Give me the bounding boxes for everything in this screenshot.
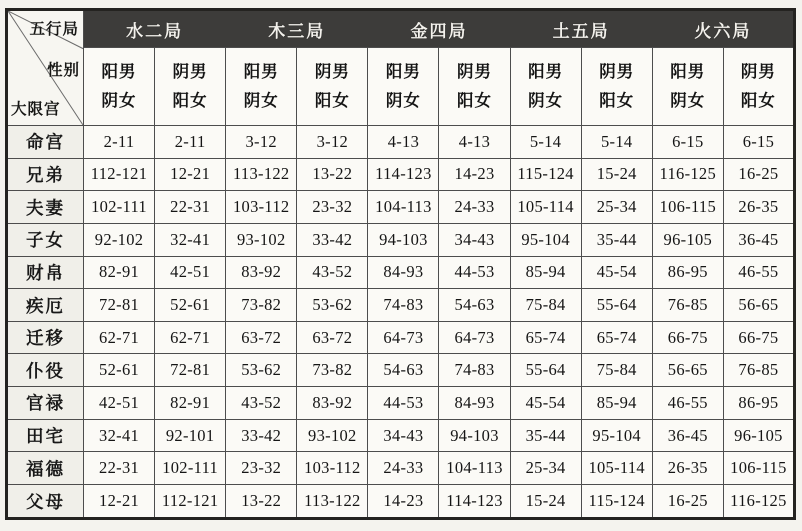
range-cell: 2-11 bbox=[155, 126, 226, 159]
range-cell: 4-13 bbox=[439, 126, 510, 159]
range-cell: 26-35 bbox=[652, 452, 723, 485]
row-label: 兄弟 bbox=[7, 158, 84, 191]
row-label: 迁移 bbox=[7, 321, 84, 354]
table-row bbox=[7, 191, 795, 224]
range-cell: 104-113 bbox=[368, 191, 439, 224]
range-cell: 96-105 bbox=[652, 223, 723, 256]
range-cell: 85-94 bbox=[510, 256, 581, 289]
sex-header-line2: 阴女 bbox=[670, 92, 706, 110]
range-cell: 74-83 bbox=[368, 289, 439, 322]
sex-header-cell bbox=[226, 48, 297, 126]
wuxing-header-row bbox=[7, 10, 795, 48]
range-cell: 36-45 bbox=[723, 223, 794, 256]
range-cell: 76-85 bbox=[723, 354, 794, 387]
row-label: 福德 bbox=[7, 452, 84, 485]
sex-header-cell bbox=[581, 48, 652, 126]
range-cell: 24-33 bbox=[439, 191, 510, 224]
range-cell: 114-123 bbox=[368, 158, 439, 191]
range-cell: 92-101 bbox=[155, 419, 226, 452]
row-label: 夫妻 bbox=[7, 191, 84, 224]
range-cell: 75-84 bbox=[510, 289, 581, 322]
range-cell: 45-54 bbox=[510, 387, 581, 420]
range-cell: 43-52 bbox=[297, 256, 368, 289]
range-cell: 13-22 bbox=[297, 158, 368, 191]
range-cell: 74-83 bbox=[439, 354, 510, 387]
corner-label-wuxingju: 五行局 bbox=[29, 21, 79, 38]
range-cell: 86-95 bbox=[723, 387, 794, 420]
table-row bbox=[7, 452, 795, 485]
corner-header-cell bbox=[7, 10, 84, 126]
sex-header-cell bbox=[510, 48, 581, 126]
sex-header-line2: 阳女 bbox=[457, 92, 493, 110]
sex-header-line1: 阴男 bbox=[172, 62, 208, 81]
row-label: 命宫 bbox=[7, 126, 84, 159]
range-cell: 84-93 bbox=[368, 256, 439, 289]
range-cell: 116-125 bbox=[652, 158, 723, 191]
range-cell: 104-113 bbox=[439, 452, 510, 485]
range-cell: 23-32 bbox=[297, 191, 368, 224]
range-cell: 24-33 bbox=[368, 452, 439, 485]
range-cell: 72-81 bbox=[84, 289, 155, 322]
range-cell: 13-22 bbox=[226, 485, 297, 519]
group-header-5: 火六局 bbox=[652, 10, 794, 48]
sex-header-line1: 阴男 bbox=[457, 62, 493, 81]
range-cell: 62-71 bbox=[84, 321, 155, 354]
sex-header-line1: 阳男 bbox=[243, 62, 279, 81]
table-row bbox=[7, 354, 795, 387]
range-cell: 3-12 bbox=[226, 126, 297, 159]
range-cell: 33-42 bbox=[297, 223, 368, 256]
range-cell: 62-71 bbox=[155, 321, 226, 354]
range-cell: 14-23 bbox=[368, 485, 439, 519]
sex-header-line2: 阳女 bbox=[599, 92, 635, 110]
range-cell: 83-92 bbox=[297, 387, 368, 420]
range-cell: 106-115 bbox=[652, 191, 723, 224]
table-row bbox=[7, 321, 795, 354]
sex-header-cell bbox=[84, 48, 155, 126]
range-cell: 22-31 bbox=[155, 191, 226, 224]
sex-header-cell bbox=[652, 48, 723, 126]
range-cell: 45-54 bbox=[581, 256, 652, 289]
range-cell: 46-55 bbox=[652, 387, 723, 420]
sex-header-line2: 阴女 bbox=[101, 92, 137, 110]
range-cell: 102-111 bbox=[84, 191, 155, 224]
range-cell: 44-53 bbox=[368, 387, 439, 420]
range-cell: 102-111 bbox=[155, 452, 226, 485]
range-cell: 96-105 bbox=[723, 419, 794, 452]
range-cell: 73-82 bbox=[226, 289, 297, 322]
row-label: 官禄 bbox=[7, 387, 84, 420]
range-cell: 54-63 bbox=[368, 354, 439, 387]
range-cell: 73-82 bbox=[297, 354, 368, 387]
sex-header-line2: 阳女 bbox=[314, 92, 350, 110]
sex-header-cell bbox=[155, 48, 226, 126]
sex-header-line1: 阳男 bbox=[670, 62, 706, 81]
range-cell: 56-65 bbox=[652, 354, 723, 387]
range-cell: 63-72 bbox=[226, 321, 297, 354]
range-cell: 3-12 bbox=[297, 126, 368, 159]
range-cell: 53-62 bbox=[226, 354, 297, 387]
row-label: 父母 bbox=[7, 485, 84, 519]
range-cell: 52-61 bbox=[84, 354, 155, 387]
range-cell: 12-21 bbox=[155, 158, 226, 191]
range-cell: 94-103 bbox=[439, 419, 510, 452]
sex-header-line2: 阳女 bbox=[172, 92, 208, 110]
range-cell: 46-55 bbox=[723, 256, 794, 289]
sex-header-line2: 阴女 bbox=[243, 92, 279, 110]
sex-header-cell bbox=[297, 48, 368, 126]
range-cell: 43-52 bbox=[226, 387, 297, 420]
table-row bbox=[7, 256, 795, 289]
range-cell: 6-15 bbox=[723, 126, 794, 159]
sex-header-line1: 阳男 bbox=[385, 62, 421, 81]
row-label: 疾厄 bbox=[7, 289, 84, 322]
group-header-1: 水二局 bbox=[84, 10, 226, 48]
range-cell: 95-104 bbox=[510, 223, 581, 256]
sex-header-cell bbox=[723, 48, 794, 126]
range-cell: 2-11 bbox=[84, 126, 155, 159]
range-cell: 115-124 bbox=[581, 485, 652, 519]
range-cell: 116-125 bbox=[723, 485, 794, 519]
range-cell: 35-44 bbox=[510, 419, 581, 452]
range-cell: 103-112 bbox=[226, 191, 297, 224]
range-cell: 55-64 bbox=[510, 354, 581, 387]
row-label: 财帛 bbox=[7, 256, 84, 289]
range-cell: 82-91 bbox=[84, 256, 155, 289]
range-cell: 35-44 bbox=[581, 223, 652, 256]
sex-header-cell bbox=[439, 48, 510, 126]
row-label: 田宅 bbox=[7, 419, 84, 452]
range-cell: 95-104 bbox=[581, 419, 652, 452]
range-cell: 66-75 bbox=[723, 321, 794, 354]
sex-header-line1: 阴男 bbox=[314, 62, 350, 81]
table-row bbox=[7, 126, 795, 159]
range-cell: 25-34 bbox=[510, 452, 581, 485]
range-cell: 36-45 bbox=[652, 419, 723, 452]
table-row bbox=[7, 158, 795, 191]
range-cell: 93-102 bbox=[226, 223, 297, 256]
range-cell: 4-13 bbox=[368, 126, 439, 159]
range-cell: 42-51 bbox=[84, 387, 155, 420]
range-cell: 53-62 bbox=[297, 289, 368, 322]
range-cell: 65-74 bbox=[510, 321, 581, 354]
range-cell: 85-94 bbox=[581, 387, 652, 420]
range-cell: 86-95 bbox=[652, 256, 723, 289]
range-cell: 32-41 bbox=[155, 223, 226, 256]
range-cell: 64-73 bbox=[368, 321, 439, 354]
sex-header-line1: 阴男 bbox=[740, 62, 776, 81]
range-cell: 66-75 bbox=[652, 321, 723, 354]
range-cell: 12-21 bbox=[84, 485, 155, 519]
daxian-gong-table bbox=[5, 8, 796, 520]
range-cell: 106-115 bbox=[723, 452, 794, 485]
range-cell: 114-123 bbox=[439, 485, 510, 519]
range-cell: 42-51 bbox=[155, 256, 226, 289]
range-cell: 34-43 bbox=[368, 419, 439, 452]
group-header-3: 金四局 bbox=[368, 10, 510, 48]
range-cell: 105-114 bbox=[581, 452, 652, 485]
range-cell: 23-32 bbox=[226, 452, 297, 485]
sex-header-row bbox=[7, 48, 795, 126]
sex-header-line1: 阴男 bbox=[599, 62, 635, 81]
range-cell: 5-14 bbox=[581, 126, 652, 159]
range-cell: 56-65 bbox=[723, 289, 794, 322]
range-cell: 34-43 bbox=[439, 223, 510, 256]
range-cell: 6-15 bbox=[652, 126, 723, 159]
corner-label-daxiangong: 大限宫 bbox=[11, 101, 61, 118]
range-cell: 105-114 bbox=[510, 191, 581, 224]
range-cell: 94-103 bbox=[368, 223, 439, 256]
range-cell: 14-23 bbox=[439, 158, 510, 191]
range-cell: 112-121 bbox=[84, 158, 155, 191]
table-row bbox=[7, 485, 795, 519]
row-label: 子女 bbox=[7, 223, 84, 256]
range-cell: 92-102 bbox=[84, 223, 155, 256]
range-cell: 83-92 bbox=[226, 256, 297, 289]
range-cell: 16-25 bbox=[723, 158, 794, 191]
range-cell: 82-91 bbox=[155, 387, 226, 420]
range-cell: 52-61 bbox=[155, 289, 226, 322]
sex-header-line1: 阳男 bbox=[101, 62, 137, 81]
group-header-2: 木三局 bbox=[226, 10, 368, 48]
group-header-4: 土五局 bbox=[510, 10, 652, 48]
sex-header-line2: 阳女 bbox=[740, 92, 776, 110]
range-cell: 33-42 bbox=[226, 419, 297, 452]
range-cell: 113-122 bbox=[297, 485, 368, 519]
range-cell: 5-14 bbox=[510, 126, 581, 159]
sex-header-line1: 阳男 bbox=[528, 62, 564, 81]
range-cell: 103-112 bbox=[297, 452, 368, 485]
range-cell: 25-34 bbox=[581, 191, 652, 224]
range-cell: 65-74 bbox=[581, 321, 652, 354]
range-cell: 113-122 bbox=[226, 158, 297, 191]
range-cell: 72-81 bbox=[155, 354, 226, 387]
range-cell: 54-63 bbox=[439, 289, 510, 322]
range-cell: 64-73 bbox=[439, 321, 510, 354]
range-cell: 22-31 bbox=[84, 452, 155, 485]
table-row bbox=[7, 289, 795, 322]
range-cell: 16-25 bbox=[652, 485, 723, 519]
range-cell: 15-24 bbox=[510, 485, 581, 519]
sex-header-cell bbox=[368, 48, 439, 126]
table-row bbox=[7, 419, 795, 452]
range-cell: 44-53 bbox=[439, 256, 510, 289]
range-cell: 75-84 bbox=[581, 354, 652, 387]
range-cell: 115-124 bbox=[510, 158, 581, 191]
sex-header-line2: 阴女 bbox=[528, 92, 564, 110]
corner-label-xingbie: 性别 bbox=[46, 62, 80, 79]
range-cell: 15-24 bbox=[581, 158, 652, 191]
table-row bbox=[7, 387, 795, 420]
row-label: 仆役 bbox=[7, 354, 84, 387]
sex-header-line2: 阴女 bbox=[385, 92, 421, 110]
range-cell: 26-35 bbox=[723, 191, 794, 224]
range-cell: 63-72 bbox=[297, 321, 368, 354]
table-row bbox=[7, 223, 795, 256]
range-cell: 112-121 bbox=[155, 485, 226, 519]
range-cell: 93-102 bbox=[297, 419, 368, 452]
range-cell: 76-85 bbox=[652, 289, 723, 322]
range-cell: 84-93 bbox=[439, 387, 510, 420]
range-cell: 32-41 bbox=[84, 419, 155, 452]
range-cell: 55-64 bbox=[581, 289, 652, 322]
